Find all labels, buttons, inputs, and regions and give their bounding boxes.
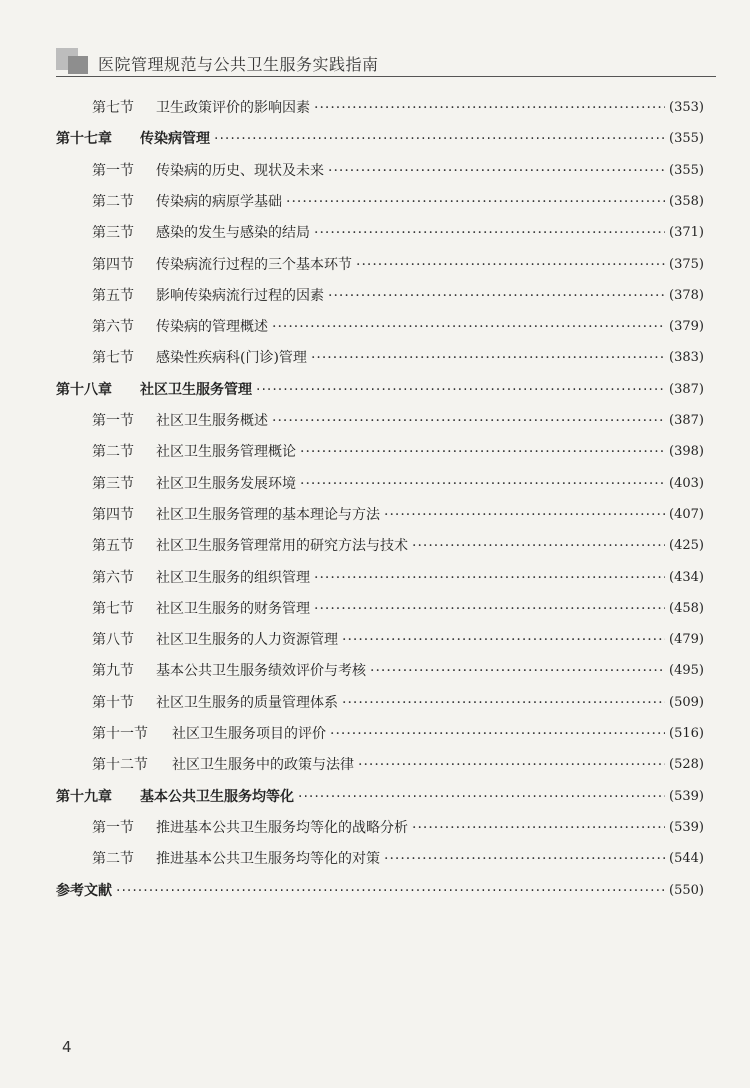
toc-entry-number: 第十二节	[92, 757, 148, 774]
toc-entry-page: (403)	[669, 475, 704, 491]
toc-section-entry	[56, 628, 704, 652]
toc-section-entry	[56, 659, 704, 683]
toc-chapter-entry	[56, 785, 704, 809]
toc-section-entry	[56, 722, 704, 746]
toc-entry-number: 第二节	[92, 193, 134, 210]
toc-entry-title: 传染病的管理概述	[156, 319, 268, 336]
toc-chapter-entry	[56, 378, 704, 402]
toc-entry-number: 第十七章	[56, 131, 112, 148]
toc-chapter-entry	[56, 127, 704, 151]
toc-entry-title: 社区卫生服务管理	[140, 381, 252, 398]
toc-leader-dots	[311, 346, 665, 370]
toc-entry-number: 第七节	[92, 600, 134, 617]
toc-chapter-entry	[56, 879, 704, 903]
toc-entry-page: (407)	[669, 506, 704, 522]
toc-entry-page: (387)	[669, 413, 704, 428]
toc-entry-page: (458)	[669, 600, 704, 616]
toc-entry-page: (479)	[669, 632, 704, 648]
toc-section-entry	[56, 566, 704, 590]
toc-entry-title: 传染病管理	[140, 131, 210, 148]
toc-entry-title: 感染的发生与感染的结局	[156, 225, 310, 242]
toc-leader-dots	[328, 284, 665, 308]
toc-entry-title: 传染病流行过程的三个基本环节	[156, 256, 352, 273]
toc-leader-dots	[300, 472, 665, 496]
toc-entry-number: 第七节	[92, 100, 134, 116]
toc-leader-dots	[314, 96, 665, 120]
toc-entry-title: 影响传染病流行过程的因素	[156, 287, 324, 304]
toc-entry-title: 社区卫生服务的质量管理体系	[156, 694, 338, 711]
toc-entry-title: 参考文献	[56, 882, 112, 899]
toc-entry-number: 第二节	[92, 851, 134, 868]
toc-entry-number: 第五节	[92, 287, 134, 304]
toc-entry-number: 第三节	[92, 225, 134, 242]
toc-leader-dots	[116, 879, 665, 903]
toc-leader-dots	[356, 253, 665, 277]
book-title: 医院管理规范与公共卫生服务实践指南	[98, 55, 379, 74]
toc-section-entry	[56, 315, 704, 339]
toc-leader-dots	[286, 190, 665, 214]
toc-entry-title: 社区卫生服务的财务管理	[156, 600, 310, 617]
toc-leader-dots	[330, 722, 665, 746]
toc-entry-number: 第一节	[92, 819, 134, 836]
toc-entry-page: (528)	[669, 757, 704, 773]
toc-entry-number: 第七节	[92, 350, 134, 367]
header-logo-squares	[56, 46, 88, 74]
toc-entry-title: 社区卫生服务概述	[156, 413, 268, 429]
toc-entry-page: (353)	[669, 100, 704, 115]
toc-entry-page: (378)	[669, 287, 704, 303]
toc-section-entry	[56, 597, 704, 621]
toc-leader-dots	[272, 409, 665, 433]
toc-leader-dots	[214, 127, 665, 151]
toc-section-entry	[56, 253, 704, 277]
toc-entry-page: (355)	[669, 131, 704, 147]
toc-leader-dots	[300, 440, 665, 464]
toc-section-entry	[56, 440, 704, 464]
toc-entry-number: 第四节	[92, 506, 134, 523]
toc-entry-title: 社区卫生服务管理常用的研究方法与技术	[156, 538, 408, 555]
toc-leader-dots	[358, 753, 665, 777]
toc-section-entry	[56, 346, 704, 370]
toc-leader-dots	[412, 816, 665, 840]
toc-entry-title: 社区卫生服务管理的基本理论与方法	[156, 506, 380, 523]
toc-section-entry	[56, 847, 704, 871]
toc-leader-dots	[328, 159, 665, 183]
toc-entry-title: 卫生政策评价的影响因素	[156, 100, 310, 116]
toc-entry-title: 推进基本公共卫生服务均等化的对策	[156, 851, 380, 868]
toc-leader-dots	[314, 566, 665, 590]
toc-entry-number: 第五节	[92, 538, 134, 555]
toc-entry-title: 社区卫生服务项目的评价	[172, 726, 326, 742]
toc-entry-page: (539)	[669, 788, 704, 804]
toc-entry-page: (358)	[669, 193, 704, 209]
toc-leader-dots	[370, 659, 665, 683]
toc-entry-title: 社区卫生服务发展环境	[156, 475, 296, 492]
toc-entry-number: 第六节	[92, 569, 134, 586]
toc-entry-page: (379)	[669, 319, 704, 335]
toc-entry-page: (509)	[669, 694, 704, 710]
toc-entry-number: 第十八章	[56, 381, 112, 398]
toc-entry-title: 社区卫生服务管理概论	[156, 444, 296, 461]
toc-section-entry	[56, 534, 704, 558]
toc-section-entry	[56, 691, 704, 715]
toc-section-entry	[56, 816, 704, 840]
toc-section-entry	[56, 284, 704, 308]
toc-entry-number: 第十一节	[92, 726, 148, 742]
toc-entry-title: 基本公共卫生服务均等化	[140, 788, 294, 805]
toc-section-entry	[56, 159, 704, 183]
running-header	[56, 46, 716, 80]
toc-entry-page: (371)	[669, 225, 704, 241]
toc-section-entry	[56, 190, 704, 214]
toc-entry-page: (495)	[669, 663, 704, 679]
toc-entry-page: (550)	[669, 882, 704, 898]
header-rule	[56, 76, 716, 77]
toc-section-entry	[56, 753, 704, 777]
toc-entry-number: 第十节	[92, 694, 134, 711]
toc-section-entry	[56, 96, 704, 120]
toc-entry-title: 传染病的历史、现状及未来	[156, 162, 324, 179]
toc-entry-page: (355)	[669, 162, 704, 178]
toc-entry-page: (516)	[669, 726, 704, 741]
toc-leader-dots	[298, 785, 665, 809]
toc-entry-page: (434)	[669, 569, 704, 585]
toc-section-entry	[56, 472, 704, 496]
toc-entry-number: 第四节	[92, 256, 134, 273]
toc-entry-title: 社区卫生服务的组织管理	[156, 569, 310, 586]
toc-entry-title: 基本公共卫生服务绩效评价与考核	[156, 663, 366, 680]
toc-entry-number: 第一节	[92, 413, 134, 429]
toc-leader-dots	[384, 847, 665, 871]
toc-entry-title: 社区卫生服务中的政策与法律	[172, 757, 354, 774]
toc-entry-page: (383)	[669, 350, 704, 366]
toc-leader-dots	[342, 628, 665, 652]
toc-entry-title: 传染病的病原学基础	[156, 193, 282, 210]
toc-leader-dots	[314, 597, 665, 621]
toc-entry-page: (387)	[669, 381, 704, 397]
toc-leader-dots	[412, 534, 665, 558]
toc-entry-number: 第二节	[92, 444, 134, 461]
toc-entry-page: (375)	[669, 256, 704, 272]
toc-entry-number: 第十九章	[56, 788, 112, 805]
toc-entry-page: (544)	[669, 851, 704, 867]
toc-section-entry	[56, 503, 704, 527]
toc-entry-number: 第六节	[92, 319, 134, 336]
toc-leader-dots	[384, 503, 665, 527]
toc-section-entry	[56, 221, 704, 245]
toc-entry-page: (539)	[669, 819, 704, 835]
toc-entry-page: (425)	[669, 538, 704, 554]
toc-entry-number: 第一节	[92, 162, 134, 179]
toc-entry-title: 推进基本公共卫生服务均等化的战略分析	[156, 819, 408, 836]
toc-leader-dots	[272, 315, 665, 339]
toc-leader-dots	[314, 221, 665, 245]
toc-entry-number: 第三节	[92, 475, 134, 492]
toc-entry-number: 第八节	[92, 632, 134, 649]
toc-entry-page: (398)	[669, 444, 704, 460]
toc-leader-dots	[342, 691, 665, 715]
toc-section-entry	[56, 409, 704, 433]
toc-leader-dots	[256, 378, 665, 402]
toc-entry-title: 感染性疾病科(门诊)管理	[156, 350, 307, 367]
toc-entry-title: 社区卫生服务的人力资源管理	[156, 632, 338, 649]
toc-entry-number: 第九节	[92, 663, 134, 680]
page-number: 4	[62, 1038, 72, 1056]
